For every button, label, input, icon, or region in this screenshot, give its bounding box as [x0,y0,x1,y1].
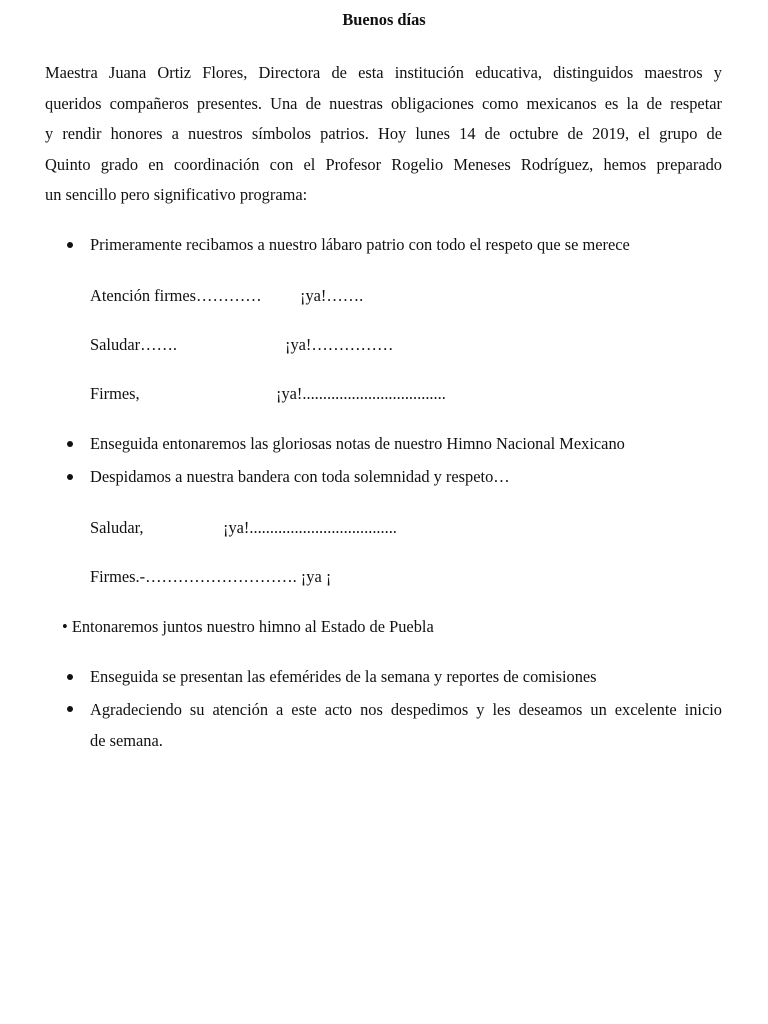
command-response: ¡ya!…………… [285,335,394,354]
command-label: Firmes.-………………………. ¡ya ¡ [90,567,332,586]
bullet-dot [67,242,73,248]
bullet-item-5-line: de semana. [90,731,163,750]
bullet-item-2: Enseguida entonaremos las gloriosas notas de nuestro Himno Nacional Mexicano [90,434,625,453]
bullet-dot [67,441,73,447]
bullet-item-5-line: Agradeciendo su atención a este acto nos despedimos y les deseamos un excelente inicio [90,700,722,719]
plain-bullet-item: • Entonaremos juntos nuestro himno al Estado de Puebla [62,617,434,636]
intro-paragraph [45,58,722,211]
bullet-item-5 [90,694,722,756]
intro-line: y rendir honores a nuestros símbolos patrios. Hoy lunes 14 de octubre de 2019, el grupo de [45,124,722,143]
command-label: Saludar, [90,518,144,537]
command-label: Firmes, [90,384,140,403]
bullet-dot [67,706,73,712]
bullet-item-3: Despidamos a nuestra bandera con toda solemnidad y respeto… [90,467,510,486]
intro-line: Maestra Juana Ortiz Flores, Directora de esta institución educativa, distinguidos maestros y [45,63,722,82]
command-response: ¡ya!................................... [276,384,446,403]
document-title: Buenos días [342,10,426,29]
command-response: ¡ya!……. [300,286,364,305]
command-response: ¡ya!.................................... [223,518,397,537]
bullet-dot [67,474,73,480]
bullet-dot [67,674,73,680]
intro-line: queridos compañeros presentes. Una de nuestras obligaciones como mexicanos es la de respetar [45,93,722,113]
intro-line: un sencillo pero significativo programa: [45,185,308,204]
bullet-item-4: Enseguida se presentan las efemérides de la semana y reportes de comisiones [90,667,597,686]
command-label: Saludar……. [90,335,177,354]
bullet-item-1: Primeramente recibamos a nuestro lábaro patrio con todo el respeto que se merece [90,235,630,254]
command-label: Atención firmes………… [90,286,262,305]
intro-line: Quinto grado en coordinación con el Profesor Rogelio Meneses Rodríguez, hemos preparado [45,154,722,174]
